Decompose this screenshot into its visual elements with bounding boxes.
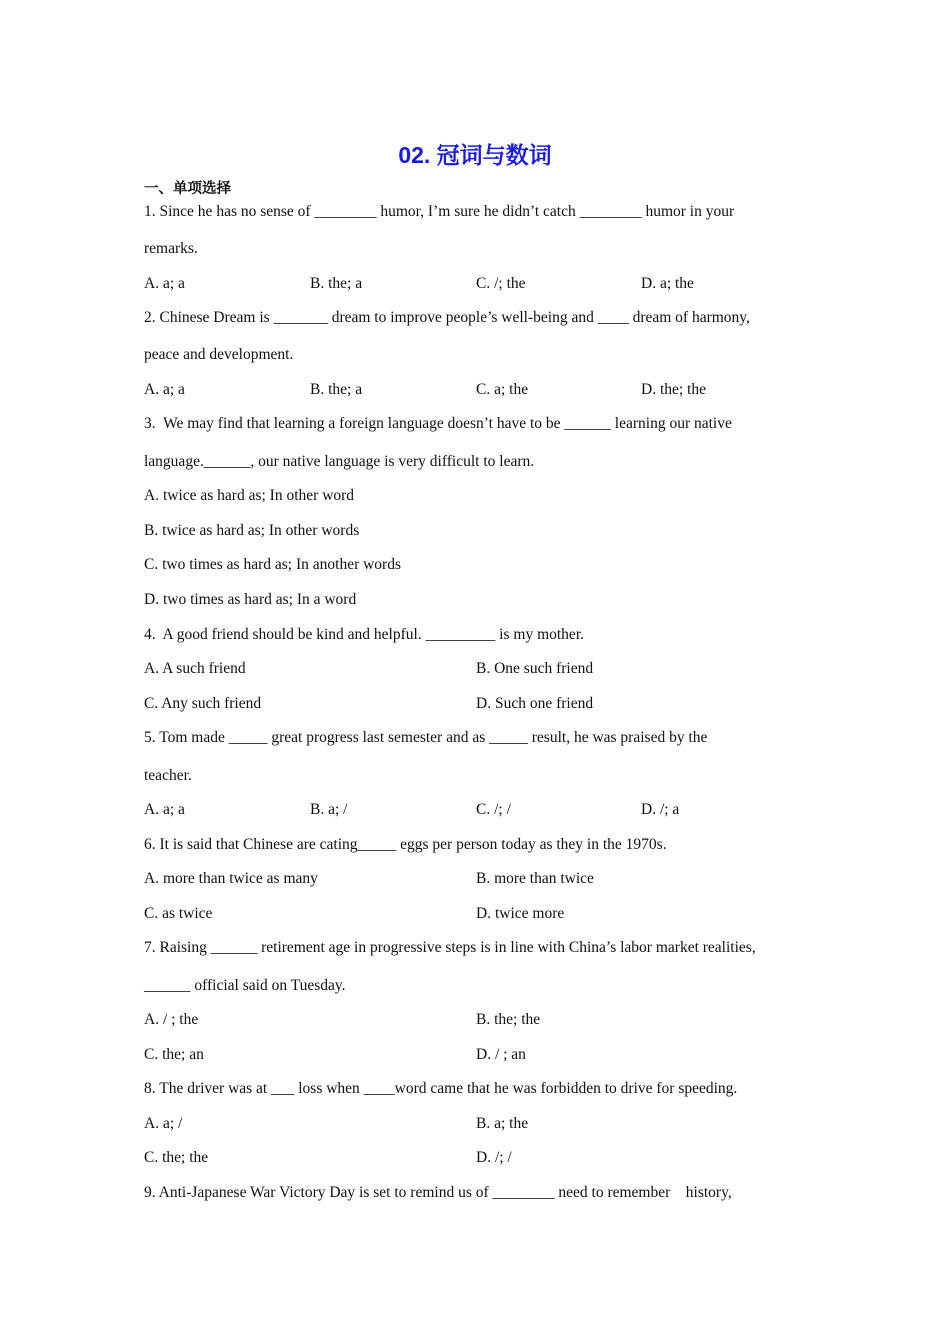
question-7-option-c: C. the; an [144,1046,204,1063]
question-8-option-a: A. a; / [144,1115,183,1132]
question-4-option-d: D. Such one friend [476,695,594,712]
question-4-text: 4. A good friend should be kind and helpful. _________ is my mother. [144,626,584,643]
question-1-option-b: B. the; a [310,275,363,292]
question-7-text: 7. Raising ______ retirement age in progressive steps is in line with China’s labor market realities, [144,939,756,956]
question-5-text: 5. Tom made _____ great progress last semester and as _____ result, he was praised by the [144,729,708,746]
question-3-text: 3. We may find that learning a foreign language doesn’t have to be ______ learning our native [144,415,732,432]
question-3-option-b: B. twice as hard as; In other words [144,522,360,539]
question-3-option-c: C. two times as hard as; In another words [144,556,401,573]
question-6-text: 6. It is said that Chinese are cating_____ eggs per person today as they in the 1970s. [144,836,667,853]
question-8-option-b: B. a; the [476,1115,529,1132]
question-8-option-c: C. the; the [144,1149,209,1166]
question-8-text: 8. The driver was at ___ loss when ____word came that he was forbidden to drive for speeding. [144,1080,738,1097]
question-2-option-b: B. the; a [310,381,363,398]
question-2-option-a: A. a; a [144,381,185,398]
question-5-option-b: B. a; / [310,801,348,818]
question-1-option-d: D. a; the [641,275,694,292]
question-7-option-b: B. the; the [476,1011,541,1028]
question-6-option-d: D. twice more [476,905,565,922]
question-9-text: 9. Anti-Japanese War Victory Day is set to remind us of ________ need to remember history, [144,1184,732,1201]
question-6-option-c: C. as twice [144,905,213,922]
question-1-option-a: A. a; a [144,275,185,292]
question-3-text: language.______, our native language is very difficult to learn. [144,453,535,470]
question-6-option-a: A. more than twice as many [144,870,318,887]
question-7-option-d: D. / ; an [476,1046,526,1063]
question-3-option-d: D. two times as hard as; In a word [144,591,357,608]
question-6-option-b: B. more than twice [476,870,594,887]
question-3-option-a: A. twice as hard as; In other word [144,487,355,504]
question-4-option-c: C. Any such friend [144,695,262,712]
question-7-option-a: A. / ; the [144,1011,199,1028]
question-5-text: teacher. [144,767,192,784]
question-5-option-d: D. /; a [641,801,680,818]
question-5-option-c: C. /; / [476,801,511,818]
question-2-option-d: D. the; the [641,381,706,398]
question-2-option-c: C. a; the [476,381,529,398]
page-title: 02. 冠词与数词 [398,142,552,168]
question-2-text: peace and development. [144,346,294,363]
section-heading: 一、单项选择 [144,181,231,197]
question-4-option-a: A. A such friend [144,660,246,677]
question-1-text: 1. Since he has no sense of ________ humor, I’m sure he didn’t catch ________ humor in your [144,203,735,220]
question-8-option-d: D. /; / [476,1149,512,1166]
question-1-option-c: C. /; the [476,275,526,292]
question-5-option-a: A. a; a [144,801,185,818]
question-7-text: ______ official said on Tuesday. [144,977,346,994]
question-4-option-b: B. One such friend [476,660,594,677]
question-2-text: 2. Chinese Dream is _______ dream to improve people’s well-being and ____ dream of harmony, [144,309,750,326]
question-1-text: remarks. [144,240,198,257]
